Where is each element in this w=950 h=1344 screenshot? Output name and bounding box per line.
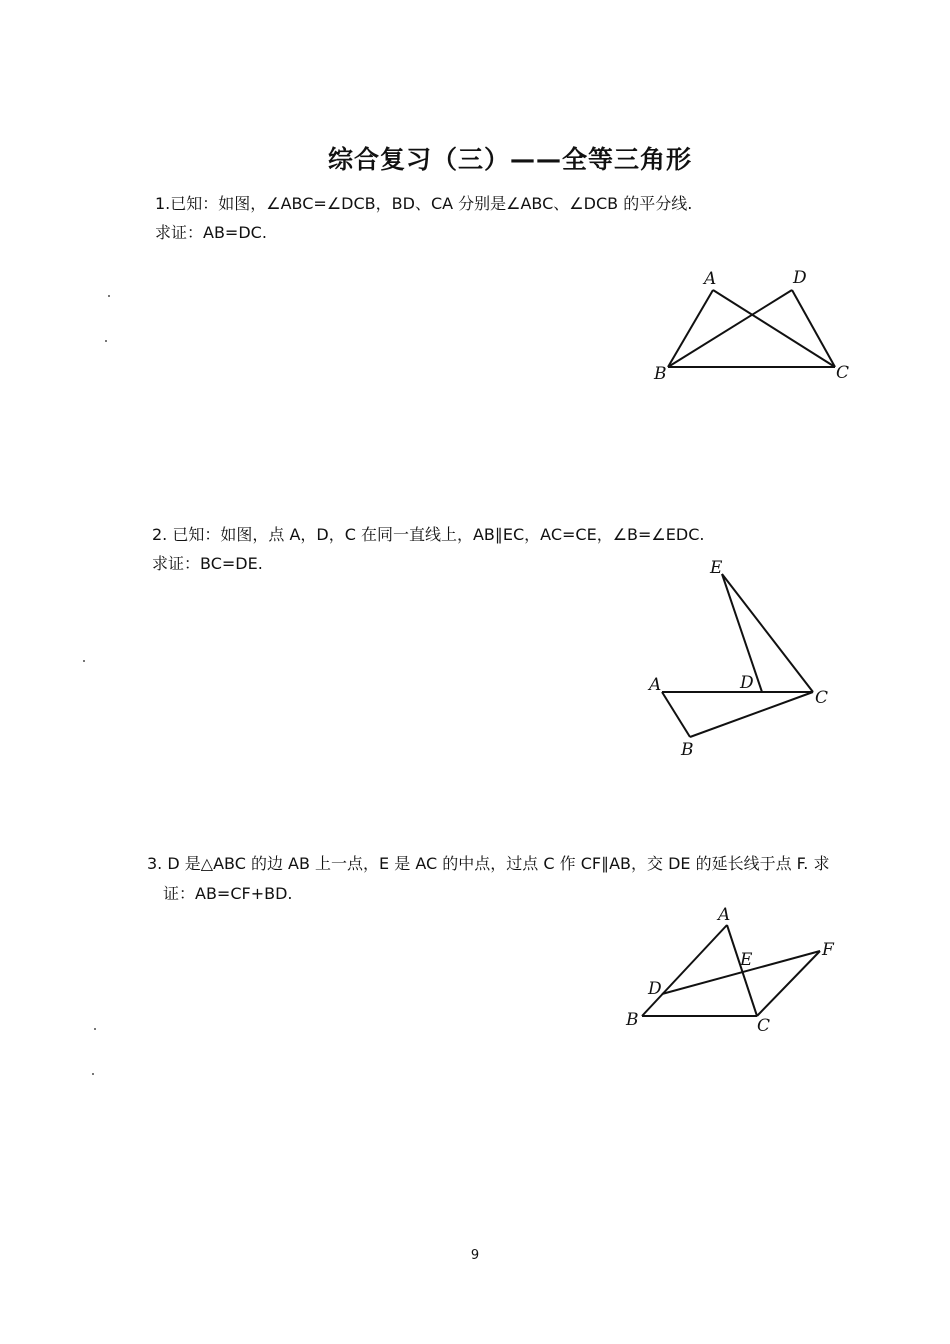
label-c: C bbox=[757, 1016, 771, 1036]
segment-ec bbox=[722, 574, 813, 692]
label-e: E bbox=[740, 950, 753, 970]
scan-speck bbox=[92, 1073, 94, 1075]
label-b: B bbox=[626, 1010, 639, 1030]
label-c: C bbox=[815, 688, 829, 708]
scan-speck bbox=[94, 1028, 96, 1030]
page-number: 9 bbox=[470, 1248, 480, 1263]
label-b: B bbox=[681, 740, 694, 760]
problem-1-given: 1.已知：如图，∠ABC=∠DCB，BD、CA 分别是∠ABC、∠DCB 的平分线. bbox=[155, 194, 693, 213]
label-a: A bbox=[704, 269, 717, 289]
segment-bc bbox=[690, 692, 813, 737]
segment-ab bbox=[642, 925, 727, 1016]
scan-speck bbox=[83, 660, 85, 662]
scan-speck bbox=[105, 340, 107, 342]
scan-speck bbox=[108, 295, 110, 297]
problem-3-prove: 证：AB=CF+BD. bbox=[163, 884, 293, 903]
label-a: A bbox=[718, 905, 731, 925]
label-d: D bbox=[793, 268, 807, 288]
problem-2-figure bbox=[640, 550, 860, 765]
segment-dc bbox=[792, 290, 835, 367]
segment-ab bbox=[668, 290, 713, 367]
segment-ab bbox=[662, 692, 690, 737]
page-title: 综合复习（三）——全等三角形 bbox=[327, 145, 692, 174]
problem-3-figure bbox=[620, 900, 850, 1040]
problem-3-given: 3. D 是△ABC 的边 AB 上一点，E 是 AC 的中点，过点 C 作 CF∥AB，交 DE 的延长线于点 F. 求 bbox=[147, 854, 830, 873]
label-b: B bbox=[654, 364, 667, 384]
label-c: C bbox=[836, 363, 850, 383]
segment-cf bbox=[757, 951, 820, 1016]
problem-1-figure bbox=[640, 260, 870, 390]
label-d: D bbox=[648, 979, 662, 999]
problem-2-prove: 求证：BC=DE. bbox=[152, 554, 263, 573]
problem-1-prove: 求证：AB=DC. bbox=[155, 223, 267, 242]
label-a: A bbox=[649, 675, 662, 695]
problem-2-given: 2. 已知：如图，点 A，D，C 在同一直线上，AB∥EC，AC=CE，∠B=∠EDC. bbox=[152, 525, 705, 544]
label-d: D bbox=[740, 673, 754, 693]
label-e: E bbox=[710, 558, 723, 578]
segment-ac bbox=[727, 925, 757, 1016]
label-f: F bbox=[822, 940, 834, 960]
